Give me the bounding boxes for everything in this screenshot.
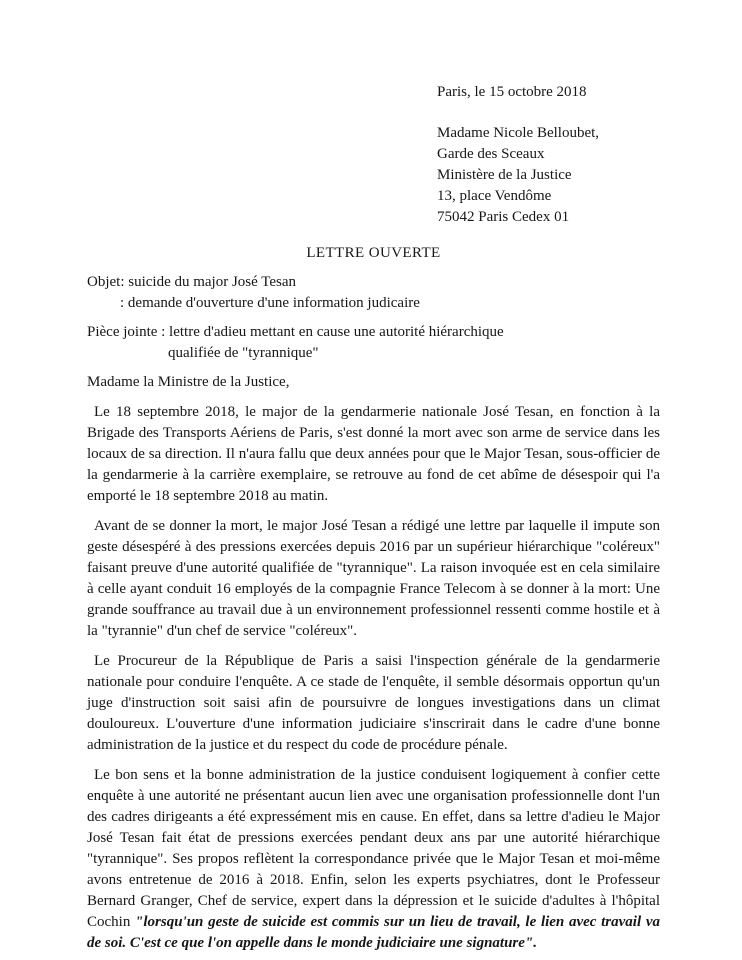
letter-title: LETTRE OUVERTE — [306, 245, 441, 261]
paragraph-1: Le 18 septembre 2018, le major de la gendarmerie nationale José Tesan, en fonction à la Brigade des Transports Aériens de Paris, s'est donné la mort avec son arme de service dans les locaux de sa direction. Il n'aura fallu que deux années pour que le Major Tesan, sous-officier de la gendarmerie à la carrière exemplaire, se retrouve au fond de cet abîme de désespoir qui l'a emporté le 18 septembre 2018 au matin. — [87, 404, 660, 504]
date-line: Paris, le 15 octobre 2018 — [437, 84, 587, 100]
recipient-role: Garde des Sceaux — [437, 146, 545, 162]
subject-block — [87, 272, 660, 314]
attachment-line-2: qualifiée de "tyrannique" — [168, 345, 319, 361]
header-right-block — [437, 82, 660, 228]
recipient-ministry: Ministère de la Justice — [437, 167, 572, 183]
attachment-line-1: Pièce jointe : lettre d'adieu mettant en cause une autorité hiérarchique — [87, 324, 504, 340]
recipient-name: Madame Nicole Belloubet, — [437, 125, 600, 141]
paragraph-3: Le Procureur de la République de Paris a saisi l'inspection générale de la gendarmerie nationale pour conduire l'enquête. A ce stade de l'enquête, il semble désormais opportun qu'un juge d'instruction soit saisi afin de poursuivre de longues investigations dans un climat douloureux. L'ouverture d'une information judiciaire s'inscrirait dans le cadre d'une bonne administration de la justice et du respect du code de procédure pénale. — [87, 653, 660, 753]
paragraph-2: Avant de se donner la mort, le major José Tesan a rédigé une lettre par laquelle il impute son geste désespéré à des pressions exercées depuis 2016 par un supérieur hiérarchique "coléreux" faisant preuve d'une autorité qualifiée de "tyrannique". La raison invoquée est en cela similaire à celle ayant conduit 16 employés de la compagnie France Telecom à se donner à la mort: Une grande souffrance au travail due à un environnement professionnel ressenti comme hostile et à la "tyrannie" d'un chef de service "coléreux". — [87, 518, 660, 639]
subject-line-2: : demande d'ouverture d'une information judicaire — [120, 295, 420, 311]
recipient-address — [437, 123, 660, 228]
recipient-city: 75042 Paris Cedex 01 — [437, 209, 570, 225]
paragraph-4 — [87, 765, 660, 954]
attachment-block — [87, 322, 660, 364]
salutation: Madame la Ministre de la Justice, — [87, 374, 290, 390]
expert-quote: "lorsqu'un geste de suicide est commis sur un lieu de travail, le lien avec travail va de soi. C'est ce que l'on appelle dans le monde judiciaire une signature". — [87, 914, 660, 951]
paragraph-4-text: Le bon sens et la bonne administration de la justice conduisent logiquement à confier cette enquête à une autorité ne présentant aucun lien avec une organisation professionnelle dont l'un des cadres dirigeants a été expressément mis en cause. En effet, dans sa lettre d'adieu le Major José Tesan fait état de pressions exercées pendant deux ans par une autorité hiérarchique "tyrannique". Ses propos reflètent la correspondance privée que le Major Tesan et moi-même avons entretenue de 2016 à 2018. Enfin, selon les experts psychiatres, dont le Professeur Bernard Granger, Chef de service, expert dans la dépression et le suicide d'adultes à l'hôpital Cochin — [87, 767, 660, 930]
recipient-street: 13, place Vendôme — [437, 188, 552, 204]
subject-line-1: Objet: suicide du major José Tesan — [87, 274, 297, 290]
